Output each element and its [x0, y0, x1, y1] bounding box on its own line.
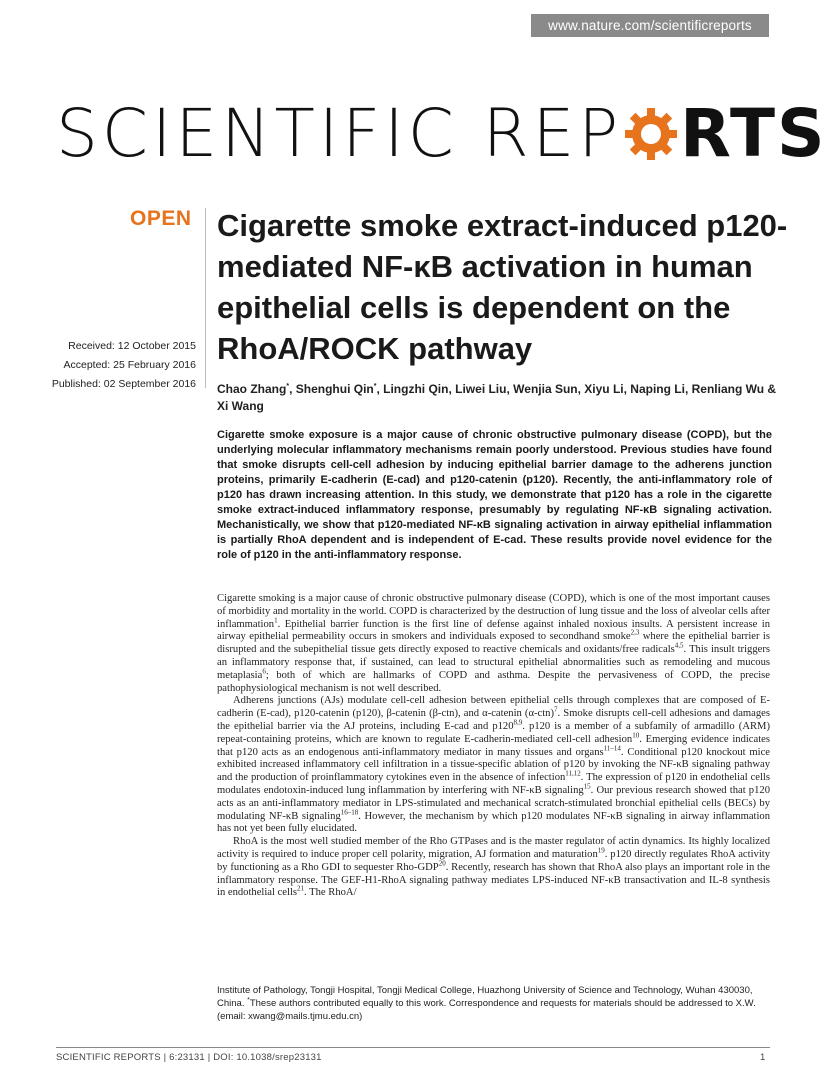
page-number: 1: [760, 1052, 766, 1063]
main-text: [217, 593, 770, 900]
citation-ref[interactable]: 2,3: [630, 628, 640, 637]
author-name[interactable]: Xiyu Li: [584, 382, 624, 396]
citation-ref[interactable]: 8,9: [513, 718, 523, 727]
body-paragraph: RhoA is the most well studied member of the Rho GTPases and is the master regulator of actin dynamics. Its highly localized activity is required to induce proper cell polarity, migration, AJ formation and maturation$^{19}$. p120 directly regulates RhoA activity by functioning as a Rho GDI to sequester Rho-GDP$^{20}$. Recently, research has shown that RhoA also plays an important role in the inflammatory response. The GEF-H1-RhoA signaling pathway mediates LPS-induced NF-κB transactivation and IL-8 synthesis in endothelial cells$^{21}$. The RhoA/: [217, 836, 771, 899]
author-list: Chao Zhang*, Shenghui Qin*, Lingzhi Qin, Liwei Liu, Wenjia Sun, Xiyu Li, Naping Li, Renliang Wu & Xi Wang: [217, 382, 777, 413]
affiliation: Institute of Pathology, Tongji Hospital, Tongji Medical College, Huazhong University of Science and Technology, Wuhan 430030, China.: [217, 985, 753, 1009]
abstract: Cigarette smoke exposure is a major cause of chronic obstructive pulmonary disease (COPD), but the underlying molecular inflammatory mechanisms remain poorly understood. Previous studies have found that smoke disrupts cell-cell adhesion by inducing epithelial barrier damage to the adherens junction proteins, primarily E-cadherin (E-cad) and p120-catenin (p120). Recently, the anti-inflammatory role of p120 has drawn increasing attention. In this study, we demonstrate that p120 has a role in the cigarette smoke extract-induced inflammatory response, presumably by regulating NF-κB signaling activation. Mechanistically, we show that p120-mediated NF-κB signaling activation in airway epithelial inflammation is partially RhoA dependent and is independent of E-cad. These results provide novel evidence for the role of p120 in the anti-inflammatory response.: [217, 429, 772, 561]
divider: [205, 208, 206, 388]
masthead-part1: SCIENTIFIC REP: [56, 95, 623, 172]
open-access-badge: OPEN: [130, 207, 192, 230]
citation-ref[interactable]: 10: [632, 731, 640, 740]
gear-logo-icon: [623, 90, 679, 146]
author-mark: *: [373, 383, 377, 390]
equal-contribution-mark: *: [247, 996, 250, 1004]
citation-ref[interactable]: 19: [597, 846, 605, 855]
article-dates: [40, 337, 196, 394]
article-title: Cigarette smoke extract-induced p120-mediated NF-κB activation in human epithelial cells is dependent on the RhoA/ROCK pathway: [217, 208, 788, 366]
author-name[interactable]: Naping Li: [630, 382, 685, 396]
citation-ref[interactable]: 15: [583, 782, 591, 791]
author-name[interactable]: Renliang Wu: [691, 382, 765, 396]
journal-masthead: [56, 84, 827, 184]
citation-ref[interactable]: 20: [438, 859, 446, 868]
accepted-date: Accepted: 25 February 2016: [63, 359, 196, 371]
author-name[interactable]: Wenjia Sun: [513, 382, 578, 396]
author-name[interactable]: Chao Zhang: [217, 382, 287, 396]
author-name[interactable]: Xi Wang: [217, 399, 264, 413]
affiliation-block: [217, 984, 772, 1023]
author-name[interactable]: Liwei Liu: [455, 382, 507, 396]
citation-ref[interactable]: 6: [262, 667, 266, 676]
author-name[interactable]: Shenghui Qin: [295, 382, 374, 396]
author-mark: *: [286, 383, 290, 390]
equal-contribution-note: These authors contributed equally to this work. Correspondence and requests for materials should be addressed to X.W. (email: xwang@mails.tjmu.edu.cn): [217, 998, 756, 1022]
masthead-part2: RTS: [680, 95, 827, 172]
citation-ref[interactable]: 11,12: [565, 769, 581, 778]
body-paragraph: Adherens junctions (AJs) modulate cell-cell adhesion between epithelial cells through complexes that are composed of E-cadherin (E-cad), p120-catenin (p120), β-catenin (β-ctn), and α-catenin $(\alpha-ctn)^7$. Smoke disrupts cell-cell adhesions and damages the epithelial barrier via the AJ proteins, including E-cad and p120$^{8,9}$. p120 is a member of a subfamily of armadillo (ARM) repeat-containing proteins, which are known to regulate E-cadherin-mediated cell-cell adhesion$^{10}$. Emerging evidence indicates that p120 acts as an endogenous anti-inflammatory mediator in many tissues and organs$^{11-14}$. Conditional p120 knockout mice exhibited increased inflammatory cell infiltration in a tissue-specific ablation of p120 by invoking the NF-κB signaling pathway and the production of proinflammatory cytokines even in the absence of infection$^{11,12}$. The expression of p120 in endothelial cells modulates endotoxin-induced lung inflammation by interfering with NF-κB signaling$^{15}$. Our previous research showed that p120 acts as an anti-inflammatory mediator in LPS-stimulated and mechanical scratch-stimulated bronchial epithelial cells (BECs) by modulating NF-κB signaling$^{16-18}$. However, the mechanism by which p120 modulates NF-κB signaling in airway inflammation has not yet been fully elucidated.: [217, 695, 771, 835]
citation-ref[interactable]: 1: [274, 616, 278, 625]
citation-ref[interactable]: 11–14: [603, 744, 621, 753]
citation-ref[interactable]: 4,5: [674, 641, 684, 650]
journal-url[interactable]: www.nature.com/scientificreports: [531, 14, 769, 37]
published-date: Published: 02 September 2016: [51, 378, 196, 390]
received-date: Received: 12 October 2015: [68, 340, 196, 352]
author-name[interactable]: Lingzhi Qin: [383, 382, 449, 396]
footer-citation: SCIENTIFIC REPORTS | 6:23131 | DOI: 10.1038/srep23131: [56, 1052, 322, 1063]
footer-rule: [56, 1047, 770, 1048]
citation-ref[interactable]: 21: [297, 884, 305, 893]
citation-ref[interactable]: 16–18: [340, 808, 359, 817]
citation-ref[interactable]: 7: [554, 705, 558, 714]
body-paragraph: Cigarette smoking is a major cause of chronic obstructive pulmonary disease (COPD), which is one of the most important causes of morbidity and mortality in the world. COPD is characterized by the destruction of lung tissue and the loss of alveolar cells after inflammation$^1$. Epithelial barrier function is the first line of defense against inhaled noxious insults. A persistent increase in airway epithelial permeability occurs in smokers and individuals exposed to secondhand smoke$^{2,3}$ where the epithelial barrier is disrupted and the subepithelial tissue gets directly exposed to reactive chemicals and oxidants/free radicals$^{4,5}$. This insult triggers an inflammatory response that, if sustained, can lead to structural epithelial abnormalities such as remodeling and mucous metaplasia$^6$; both of which are hallmarks of COPD and asthma. Despite the pervasiveness of COPD, the precise pathophysiological mechanism is not well described.: [217, 593, 770, 694]
